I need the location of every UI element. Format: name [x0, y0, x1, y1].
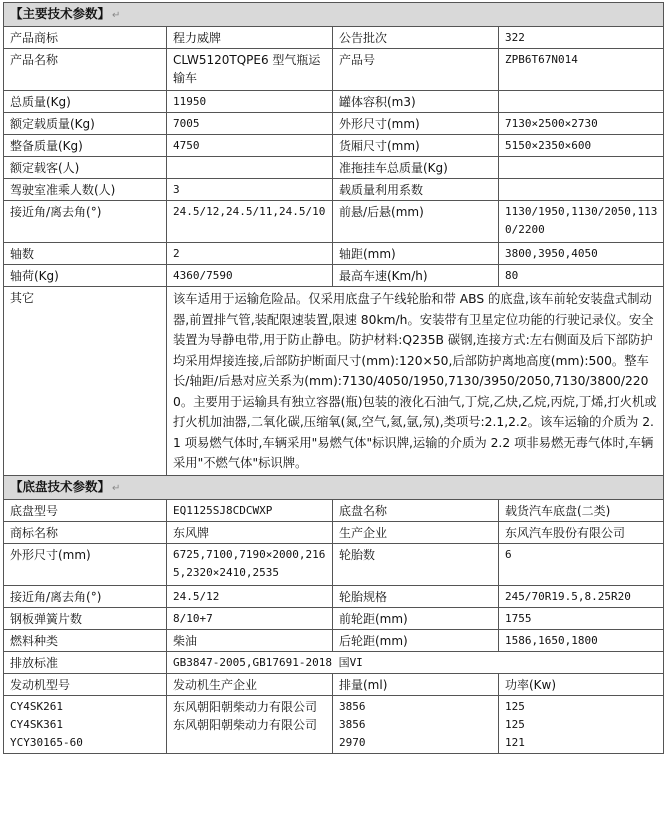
field-value: 2: [167, 243, 333, 265]
field-value: 7005: [167, 113, 333, 135]
field-value: [499, 91, 664, 113]
field-label: 准拖挂车总质量(Kg): [333, 157, 499, 179]
table-row: [4, 91, 664, 113]
spec-table: [3, 2, 664, 754]
field-value: 4750: [167, 135, 333, 157]
field-label: 公告批次: [333, 27, 499, 49]
field-value: [167, 157, 333, 179]
field-value: 11950: [167, 91, 333, 113]
field-label: 商标名称: [4, 521, 167, 543]
engine-model: CY4SK261: [10, 699, 63, 713]
field-label: 驾驶室准乘人数(人): [4, 179, 167, 201]
field-value: 24.5/12: [167, 585, 333, 607]
engine-powers-cell: [499, 695, 664, 753]
engine-power-header: 功率(Kw): [499, 673, 664, 695]
emission-row: [4, 651, 664, 673]
engine-displacement-header: 排量(ml): [333, 673, 499, 695]
engine-header-row: [4, 673, 664, 695]
engine-power: 125: [505, 717, 525, 731]
field-label: 轴距(mm): [333, 243, 499, 265]
engine-displacement: 3856: [339, 699, 366, 713]
engine-model: YCY30165-60: [10, 735, 83, 749]
chassis-section-header: [4, 475, 664, 499]
return-mark-icon: ↵: [112, 10, 121, 21]
field-label: 轮胎数: [333, 543, 499, 585]
table-row: [4, 499, 664, 521]
field-value: 322: [499, 27, 664, 49]
field-label: 外形尺寸(mm): [4, 543, 167, 585]
engine-displacements-cell: [333, 695, 499, 753]
field-value: 东风汽车股份有限公司: [499, 521, 664, 543]
field-value: 1130/1950,1130/2050,1130/2200: [499, 201, 664, 243]
field-label: 轴荷(Kg): [4, 265, 167, 287]
field-label: 轮胎规格: [333, 585, 499, 607]
field-label: 轴数: [4, 243, 167, 265]
field-label: 燃料种类: [4, 629, 167, 651]
main-section-header: [4, 3, 664, 27]
engine-maker-header: 发动机生产企业: [167, 673, 333, 695]
table-row: [4, 157, 664, 179]
engine-maker: 东风朝阳朝柴动力有限公司: [173, 717, 318, 732]
field-label: 接近角/离去角(°): [4, 201, 167, 243]
table-row: [4, 607, 664, 629]
table-row: [4, 543, 664, 585]
return-mark-icon: ↵: [112, 482, 121, 494]
field-label: 前悬/后悬(mm): [333, 201, 499, 243]
field-label: 整备质量(Kg): [4, 135, 167, 157]
engine-displacement: 2970: [339, 735, 366, 749]
field-value: 程力威牌: [167, 27, 333, 49]
table-row: [4, 49, 664, 91]
table-row: [4, 265, 664, 287]
blank-line: [173, 734, 328, 752]
field-label: 钢板弹簧片数: [4, 607, 167, 629]
main-section-title: 【主要技术参数】: [10, 6, 111, 21]
field-label: 生产企业: [333, 521, 499, 543]
field-value: 4360/7590: [167, 265, 333, 287]
other-description: 该车适用于运输危险品。仅采用底盘子午线轮胎和带 ABS 的底盘,该车前轮安装盘式制动器,前置排气管,装配限速装置,限速 80km/h。安装带有卫星定位功能的行驶记录仪。安全装置为导静电带,用于防止静电。防护材料:Q235B 碳钢,连接方式:左右侧面及后下部防护均采用焊接连接,后部防护断面尺寸(mm):120×50,后部防护离地高度(mm):500。整车长/轴距/后悬对应关系为(mm):7130/4050/1950,7130/3950/2050,7130/3800/2200。主要用于运输具有独立容器(瓶)包装的液化石油气,丁烷,乙炔,乙烷,丙烷,丁烯,打火机或打火机加油器,二氧化碳,压缩氧(氮,空气,氦,氩,氖),类项号:2.1,2.2。该车运输的介质为 2.1 项易燃气体时,车辆采用"易燃气体"标识牌,运输的介质为 2.2 项非易燃无毒气体时,车辆采用"不燃气体"标识牌。: [167, 287, 664, 476]
table-row: [4, 585, 664, 607]
engine-displacement: 3856: [339, 717, 366, 731]
engine-maker: 东风朝阳朝柴动力有限公司: [173, 699, 318, 714]
table-row: [4, 113, 664, 135]
field-value: 1755: [499, 607, 664, 629]
emission-label: 排放标准: [4, 651, 167, 673]
field-value: 1586,1650,1800: [499, 629, 664, 651]
field-value: 8/10+7: [167, 607, 333, 629]
field-value: 东风牌: [167, 521, 333, 543]
emission-value: GB3847-2005,GB17691-2018 国VI: [167, 651, 664, 673]
field-value: 6725,7100,7190×2000,2165,2320×2410,2535: [167, 543, 333, 585]
table-row: [4, 521, 664, 543]
field-value: 5150×2350×600: [499, 135, 664, 157]
field-label: 前轮距(mm): [333, 607, 499, 629]
table-row: [4, 201, 664, 243]
table-row: [4, 27, 664, 49]
chassis-section-title: 【底盘技术参数】: [10, 478, 111, 494]
field-label: 货厢尺寸(mm): [333, 135, 499, 157]
field-value: 柴油: [167, 629, 333, 651]
field-label: 接近角/离去角(°): [4, 585, 167, 607]
field-label: 额定载质量(Kg): [4, 113, 167, 135]
engine-models-cell: [4, 695, 167, 753]
field-value: CLW5120TQPE6 型气瓶运输车: [167, 49, 333, 91]
table-row: [4, 135, 664, 157]
field-value: 7130×2500×2730: [499, 113, 664, 135]
field-label: 罐体容积(m3): [333, 91, 499, 113]
field-value: ZPB6T67N014: [499, 49, 664, 91]
table-row: [4, 629, 664, 651]
other-row: [4, 287, 664, 476]
field-value: 24.5/12,24.5/11,24.5/10: [167, 201, 333, 243]
field-label: 底盘名称: [333, 499, 499, 521]
field-value: 3800,3950,4050: [499, 243, 664, 265]
field-label: 额定载客(人): [4, 157, 167, 179]
field-value: 3: [167, 179, 333, 201]
field-value: EQ1125SJ8CDCWXP: [167, 499, 333, 521]
field-label: 后轮距(mm): [333, 629, 499, 651]
other-label: 其它: [4, 287, 167, 476]
table-row: [4, 243, 664, 265]
engine-list-row: [4, 695, 664, 753]
table-row: [4, 179, 664, 201]
field-value: [499, 157, 664, 179]
spec-sheet: [3, 2, 663, 754]
field-label: 载质量利用系数: [333, 179, 499, 201]
engine-power: 121: [505, 735, 525, 749]
engine-power: 125: [505, 699, 525, 713]
field-label: 总质量(Kg): [4, 91, 167, 113]
field-label: 最高车速(Km/h): [333, 265, 499, 287]
field-value: [499, 179, 664, 201]
engine-model: CY4SK361: [10, 717, 63, 731]
field-value: 245/70R19.5,8.25R20: [499, 585, 664, 607]
field-label: 产品名称: [4, 49, 167, 91]
engine-makers-cell: [167, 695, 333, 753]
field-value: 6: [499, 543, 664, 585]
field-label: 产品号: [333, 49, 499, 91]
field-value: 载货汽车底盘(二类): [499, 499, 664, 521]
field-label: 底盘型号: [4, 499, 167, 521]
engine-model-header: 发动机型号: [4, 673, 167, 695]
field-value: 80: [499, 265, 664, 287]
field-label: 外形尺寸(mm): [333, 113, 499, 135]
field-label: 产品商标: [4, 27, 167, 49]
